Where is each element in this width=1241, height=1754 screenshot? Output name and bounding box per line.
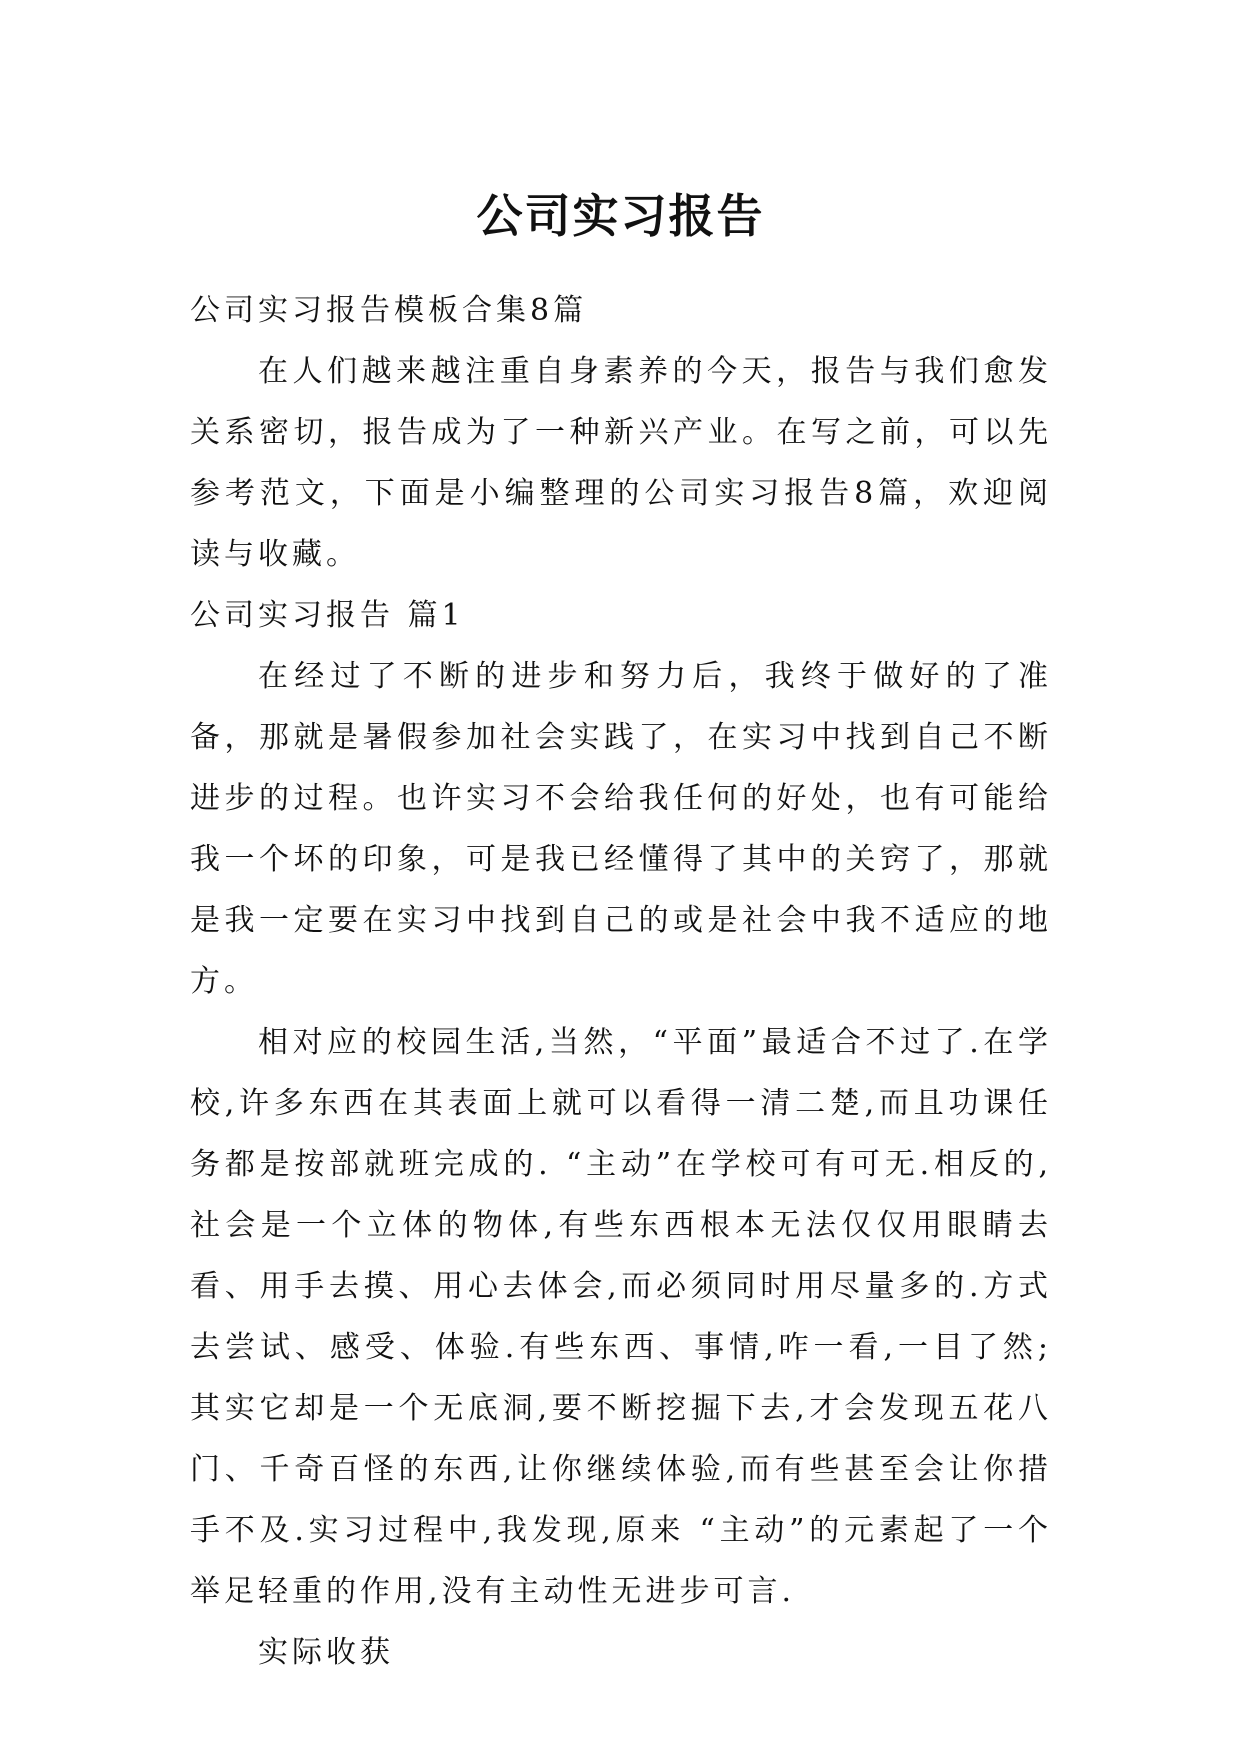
document-body (190, 280, 1052, 1683)
intro-paragraph: 在人们越来越注重自身素养的今天，报告与我们愈发关系密切，报告成为了一种新兴产业。在写之前，可以先参考范文，下面是小编整理的公司实习报告8篇，欢迎阅读与收藏。 (190, 354, 1052, 572)
paragraph: 相对应的校园生活,当然，“平面”最适合不过了.在学校,许多东西在其表面上就可以看得一清二楚,而且功课任务都是按部就班完成的. “主动”在学校可有可无.相反的,社会是一个立体的物体,有些东西根本无法仅仅用眼睛去看、用手去摸、用心去体会,而必须同时用尽量多的.方式去尝试、感受、体验.有些东西、事情,咋一看,一目了然;其实它却是一个无底洞,要不断挖掘下去,才会发现五花八门、千奇百怪的东西,让你继续体验,而有些甚至会让你措手不及.实习过程中,我发现,原来 “主动”的元素起了一个举足轻重的作用,没有主动性无进步可言. (190, 1025, 1052, 1609)
paragraph: 实际收获 (258, 1635, 394, 1670)
paragraph: 在经过了不断的进步和努力后，我终于做好的了准备，那就是暑假参加社会实践了，在实习中找到自己不断进步的过程。也许实习不会给我任何的好处，也有可能给我一个坏的印象，可是我已经懂得了其中的关窍了，那就是我一定要在实习中找到自己的或是社会中我不适应的地方。 (190, 659, 1052, 999)
collection-subtitle: 公司实习报告模板合集8篇 (190, 293, 588, 328)
document-title: 公司实习报告 (476, 188, 765, 243)
section-heading: 公司实习报告 篇1 (190, 598, 465, 633)
